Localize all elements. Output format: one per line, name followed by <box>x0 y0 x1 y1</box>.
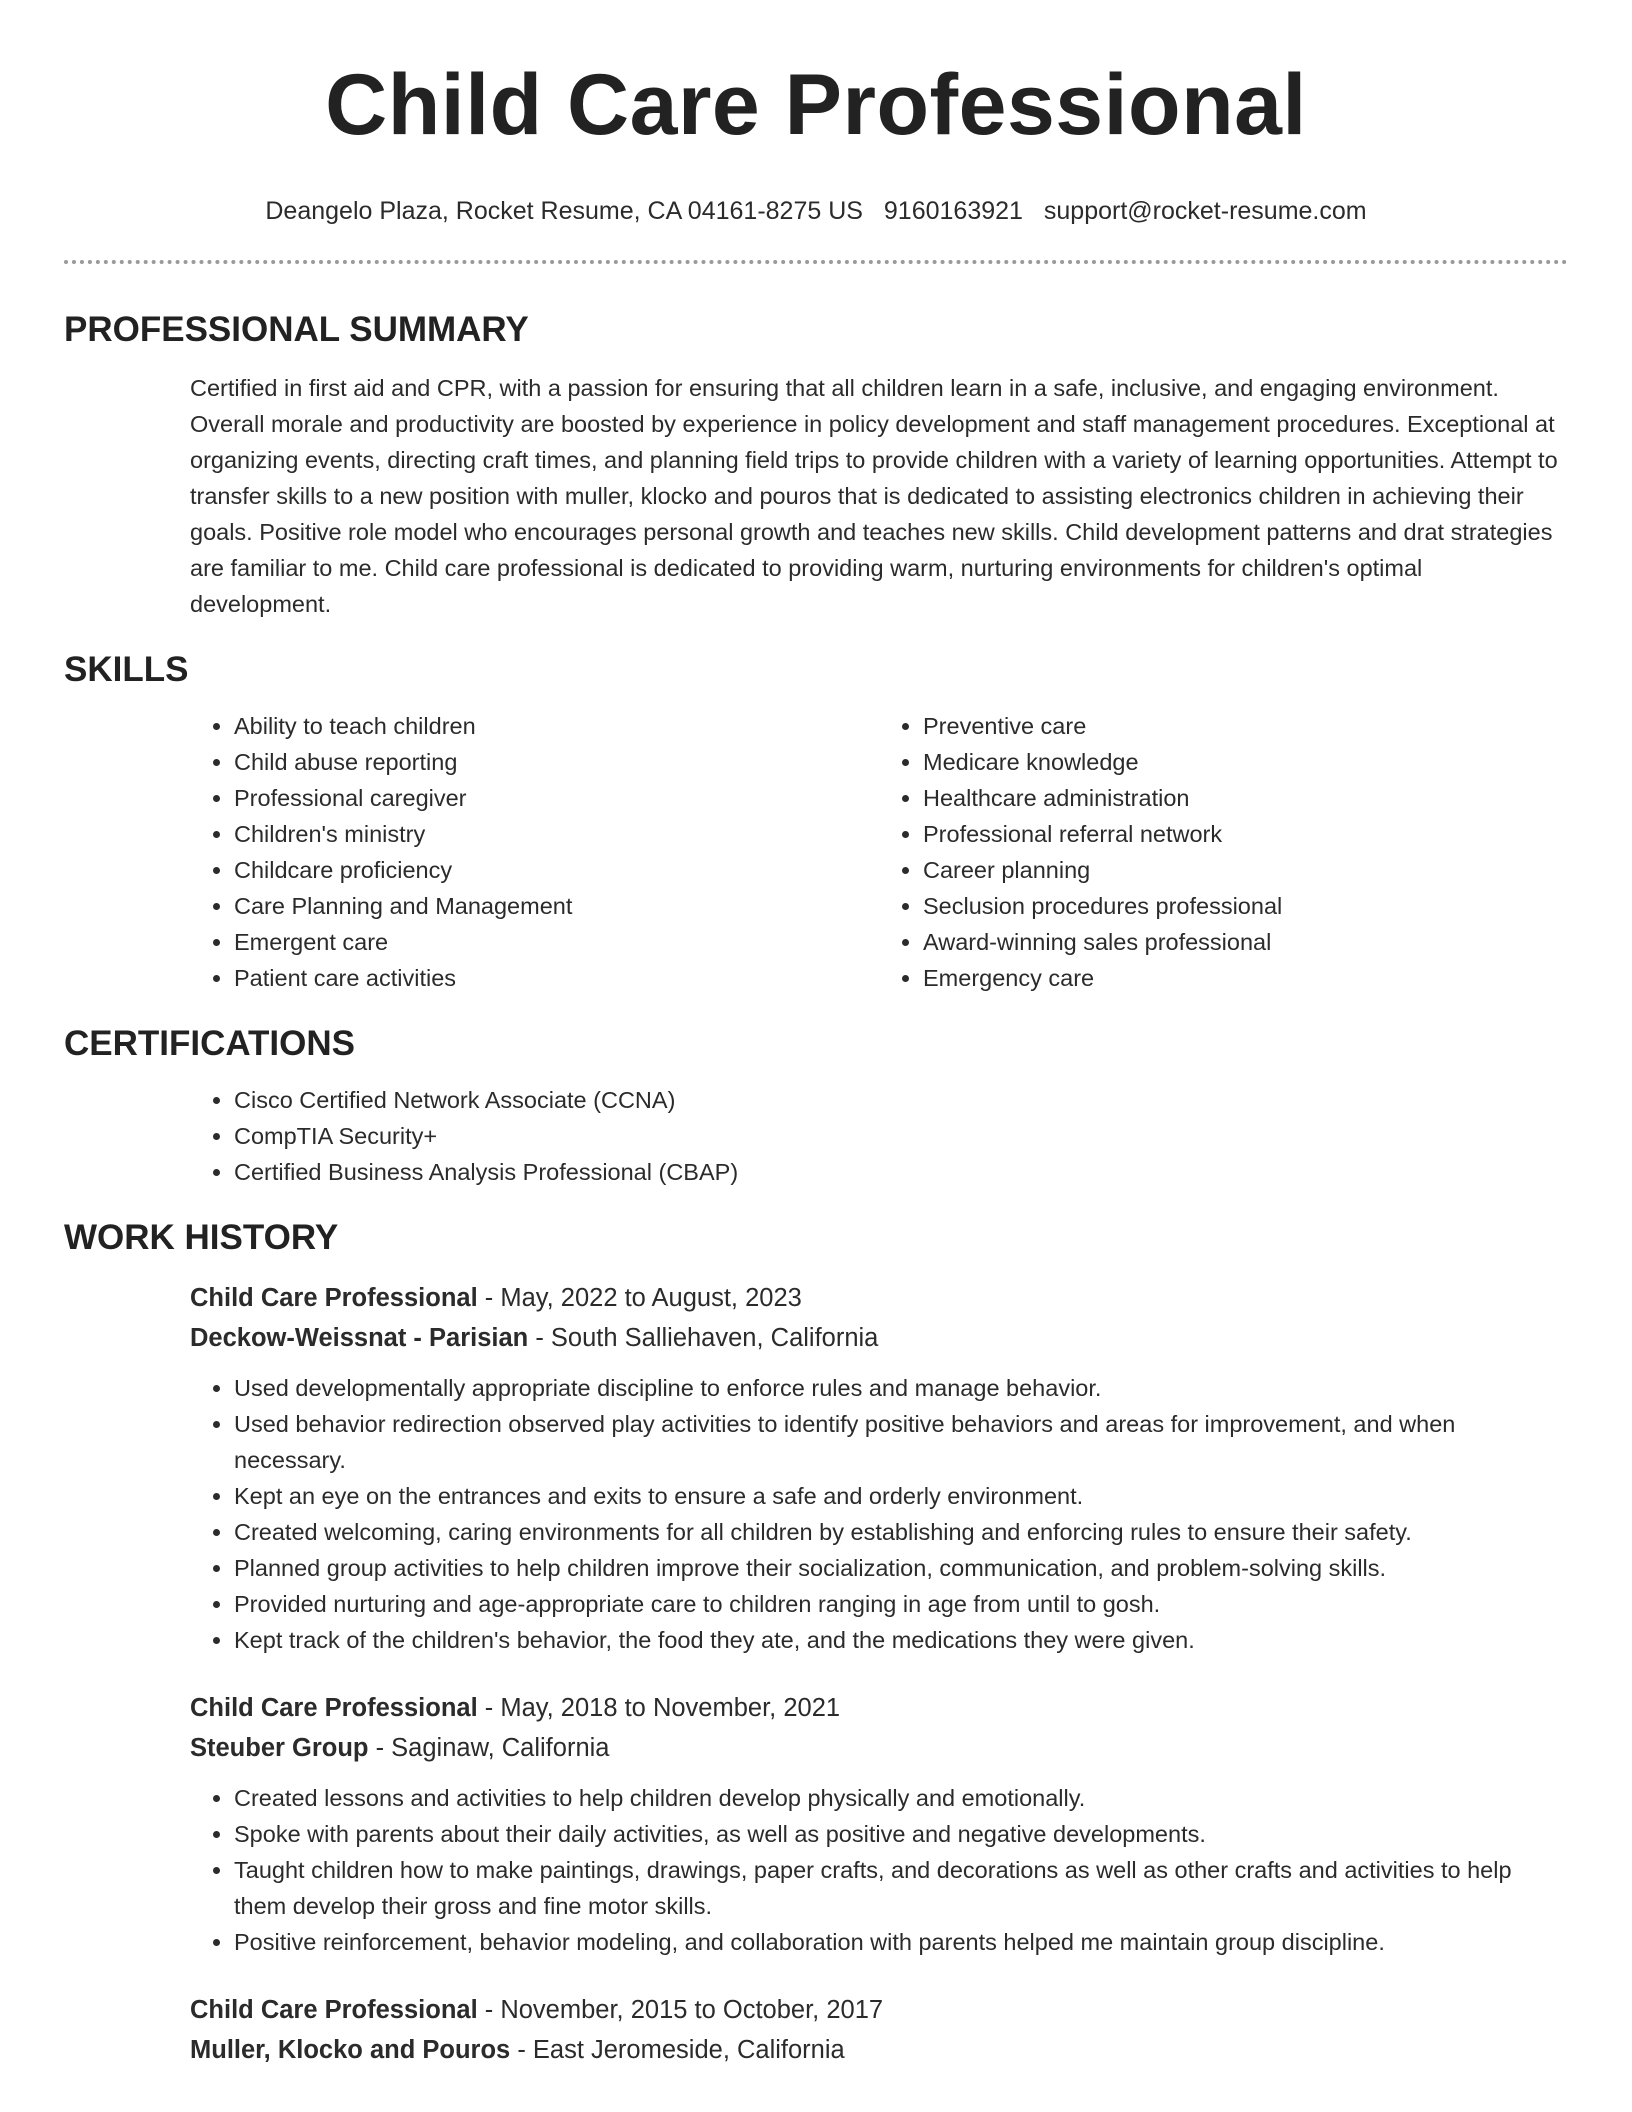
job-bullet: • Kept track of the children's behavior, the food they ate, and the medications they were given. <box>234 1622 1568 1658</box>
work-history-section <box>64 1216 1568 2070</box>
summary-section <box>64 308 1568 622</box>
skill-item: • Professional referral network <box>923 816 1568 852</box>
skill-item: • Ability to teach children <box>234 708 879 744</box>
skills-list-left <box>190 708 879 996</box>
job-location: - East Jeromeside, California <box>510 2036 845 2064</box>
skills-list-right <box>879 708 1568 996</box>
skill-item: • Emergency care <box>923 960 1568 996</box>
job-dates: - May, 2022 to August, 2023 <box>477 1284 802 1312</box>
skill-item: • Childcare proficiency <box>234 852 879 888</box>
certifications-list <box>190 1082 1568 1190</box>
skill-item: • Child abuse reporting <box>234 744 879 780</box>
skill-item: • Professional caregiver <box>234 780 879 816</box>
skill-item: • Medicare knowledge <box>923 744 1568 780</box>
certification-item: • Cisco Certified Network Associate (CCNA) <box>234 1082 1568 1118</box>
job-company-line <box>190 1318 1568 1358</box>
contact-phone: 9160163921 <box>883 197 1023 225</box>
summary-text: Certified in first aid and CPR, with a passion for ensuring that all children learn in a safe, inclusive, and engaging environment. Overall morale and productivity are boosted by experience in policy development and staff management procedures. Exceptional at organizing events, directing craft times, and planning field trips to provide children with a variety of learning opportunities. Attempt to transfer skills to a new position with muller, klocko and pouros that is dedicated to assisting electronics children in achieving their goals. Positive role model who encourages personal growth and teaches new skills. Child development patterns and drat strategies are familiar to me. Child care professional is dedicated to providing warm, nurturing environments for children's optimal development. <box>190 375 1558 617</box>
contact-address: Deangelo Plaza, Rocket Resume, CA 04161-8275 US <box>265 197 863 225</box>
resume-title: Child Care Professional <box>325 57 1307 153</box>
skill-item: • Award-winning sales professional <box>923 924 1568 960</box>
skill-item: • Career planning <box>923 852 1568 888</box>
job-bullet: • Taught children how to make paintings, drawings, paper crafts, and decorations as well as other crafts and activities to help them develop their gross and fine motor skills. <box>234 1852 1568 1924</box>
skills-heading: SKILLS <box>64 650 189 689</box>
skill-item: • Seclusion procedures professional <box>923 888 1568 924</box>
job-title-line <box>190 1990 1568 2030</box>
job-dates: - May, 2018 to November, 2021 <box>477 1694 841 1722</box>
job-bullet: • Spoke with parents about their daily activities, as well as positive and negative developments. <box>234 1816 1568 1852</box>
job-bullets <box>190 1370 1568 1658</box>
certifications-section <box>64 1022 1568 1190</box>
job-company-line <box>190 1728 1568 1768</box>
summary-heading: PROFESSIONAL SUMMARY <box>64 310 529 349</box>
job-role: Child Care Professional <box>190 1694 478 1722</box>
job-bullet: • Provided nurturing and age-appropriate care to children ranging in age from until to gosh. <box>234 1586 1568 1622</box>
job-bullet: • Created lessons and activities to help children develop physically and emotionally. <box>234 1780 1568 1816</box>
certifications-heading: CERTIFICATIONS <box>64 1024 356 1063</box>
job-bullet: • Used developmentally appropriate discipline to enforce rules and manage behavior. <box>234 1370 1568 1406</box>
skill-item: • Care Planning and Management <box>234 888 879 924</box>
job-bullet: • Kept an eye on the entrances and exits to ensure a safe and orderly environment. <box>234 1478 1568 1514</box>
job-entry <box>190 1278 1568 1658</box>
skills-section <box>64 648 1568 996</box>
skill-item: • Emergent care <box>234 924 879 960</box>
skill-item: • Children's ministry <box>234 816 879 852</box>
job-role: Child Care Professional <box>190 1284 478 1312</box>
skill-item: • Preventive care <box>923 708 1568 744</box>
job-bullets <box>190 1780 1568 1960</box>
certification-item: • Certified Business Analysis Professional (CBAP) <box>234 1154 1568 1190</box>
job-bullet: • Used behavior redirection observed play activities to identify positive behaviors and areas for improvement, and when necessary. <box>234 1406 1568 1478</box>
job-bullet: • Planned group activities to help children improve their socialization, communication, and problem-solving skills. <box>234 1550 1568 1586</box>
job-entry <box>190 1990 1568 2070</box>
job-company-line <box>190 2030 1568 2070</box>
job-company: Muller, Klocko and Pouros <box>190 2036 511 2064</box>
job-dates: - November, 2015 to October, 2017 <box>477 1996 884 2024</box>
job-location: - South Salliehaven, California <box>528 1324 879 1352</box>
work-history-heading: WORK HISTORY <box>64 1218 339 1257</box>
job-location: - Saginaw, California <box>368 1734 610 1762</box>
job-bullet: • Created welcoming, caring environments for all children by establishing and enforcing rules to ensure their safety. <box>234 1514 1568 1550</box>
job-title-line <box>190 1278 1568 1318</box>
contact-line <box>64 196 1568 226</box>
contact-email: support@rocket-resume.com <box>1043 197 1367 225</box>
job-title-line <box>190 1688 1568 1728</box>
job-company: Steuber Group <box>190 1734 369 1762</box>
job-entry <box>190 1688 1568 1960</box>
skill-item: • Patient care activities <box>234 960 879 996</box>
header-divider <box>64 260 1568 264</box>
job-company: Deckow-Weissnat - Parisian <box>190 1324 529 1352</box>
skills-columns <box>190 708 1568 996</box>
skill-item: • Healthcare administration <box>923 780 1568 816</box>
job-bullet: • Positive reinforcement, behavior modeling, and collaboration with parents helped me maintain group discipline. <box>234 1924 1568 1960</box>
certification-item: • CompTIA Security+ <box>234 1118 1568 1154</box>
job-role: Child Care Professional <box>190 1996 478 2024</box>
